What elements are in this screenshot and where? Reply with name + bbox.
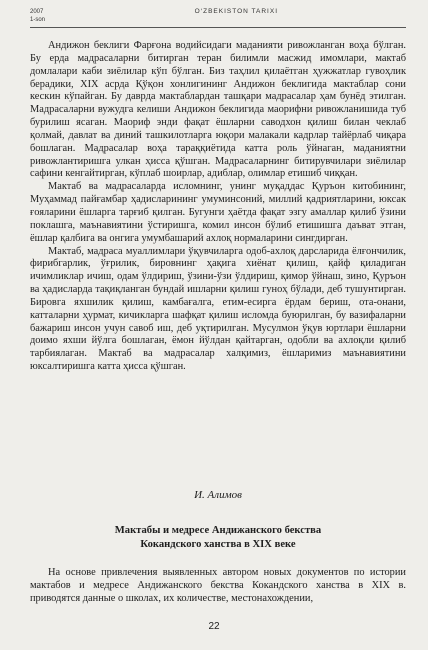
paragraph-3: Мактаб, мадраса муаллимлари ўқувчиларга одоб-ахлоқ дарсларида ёлғончилик, фирибгарлик, ўғрилик, бировнинг ҳақига хиёнат қилиш, қайф қиладиган ичимликлар ичиш, одам ўлдириш, ўзини-ўзи ўлдириш, қимор ўйнаш, зино, Қуръон ва ҳадисларда тақиқланган бундай ишларни қилиш гуноҳ бўлади, деб тушунтирган. Бировга яхшилик қилиш, камбағалга, етим-есирга ёрдам бериш, ота-онани, катталарни ҳурмат, кичикларга шафқат қилиш исломда буюрилган, бу вазифаларни бажариш инсон учун савоб иш, деб уқтирилган. Мусулмон ўқув юртлари ёшларни доимо яхши йўлга бошлаган, ёмон йўлдан қайтарган, одобли ва ахлоқли қилиб тарбиялаган. Мактаб ва мадрасалар халқимиз, ёшларимиз маънавиятини юксалтиришга катта ҳисса қўшган. <box>30 245 406 373</box>
header-year: 2007 <box>30 9 44 15</box>
main-text <box>30 40 406 374</box>
article-title <box>30 524 406 551</box>
article-abstract <box>30 567 406 606</box>
header-rule <box>30 27 406 28</box>
header-issue: 1-son <box>30 17 46 23</box>
journal-title: O‘ZBEKISTON TARIXI <box>194 8 278 15</box>
article-title-line-2: Кокандского ханства в XIX веке <box>140 538 296 550</box>
paragraph-2: Мактаб ва мадрасаларда исломнинг, унинг муқаддас Қуръон китобининг, Муҳаммад пайғамбар ҳадисларининг умуминсоний, миллий қадриятларини, юксак ғояларини ёшларга тарғиб қилган. Бугунги ҳаётда фақат эзгу амаллар қилиб ўзини поклашга, маънавиятини ўстиришга, комил инсон бўлиб етишишга даъват этган, ёшлар қалбига ва онгига умумбашарий ахлоқ нормаларини сингдирган. <box>30 181 406 244</box>
paragraph-1: Андижон беклиги Фарғона водийсидаги маданияти ривожланган воҳа бўлган. Бу ерда мадрасаларни битирган теран билимли масжид имомлари, мактаб домлалари каби зиёлилар кўп бўлган. Биз таҳлил қилаётган ҳужжатлар гувоҳлик берадики, XIX асрда Қўқон хонлигининг Андижон беклигида мактаблар сони кескин кўпайган. Бу даврда мактаблардан ташқари мадрасалар ҳам бунёд этилган. Мадрасаларни вужудга келиши Андижон беклигида маорифни ривожланишида туб бурилиш ясаган. Маориф энди фақат ёшларни саводхон қилиш билан чеклаб қолмай, давлат ва диний ташкилотларга юқори малакали кадрлар тайёрлаб чиқара бошлаган. Мадрасалар воҳа тараққиётида катта роль ўйнаган, маданиятни ривожлантиришга улкан ҳисса қўшган. Мадрасаларнинг битирувчилари зиёлилар сафини кенгайтирган, кўплаб шоирлар, адиблар, олимлар етишиб чиққан. <box>30 40 406 180</box>
author-name: И. Алимов <box>194 489 242 501</box>
running-header <box>30 7 406 29</box>
article-title-line-1: Мактабы и медресе Андижанского бекства <box>114 525 322 536</box>
abstract-paragraph: На основе привлечения выявленных автором новых документов по истории мактабов и медресе Андижанского бекства Кокандского ханства в XIX в. приводятся данные о школах, их количестве, местонахождении, <box>30 567 406 604</box>
page-number: 22 <box>208 621 220 632</box>
